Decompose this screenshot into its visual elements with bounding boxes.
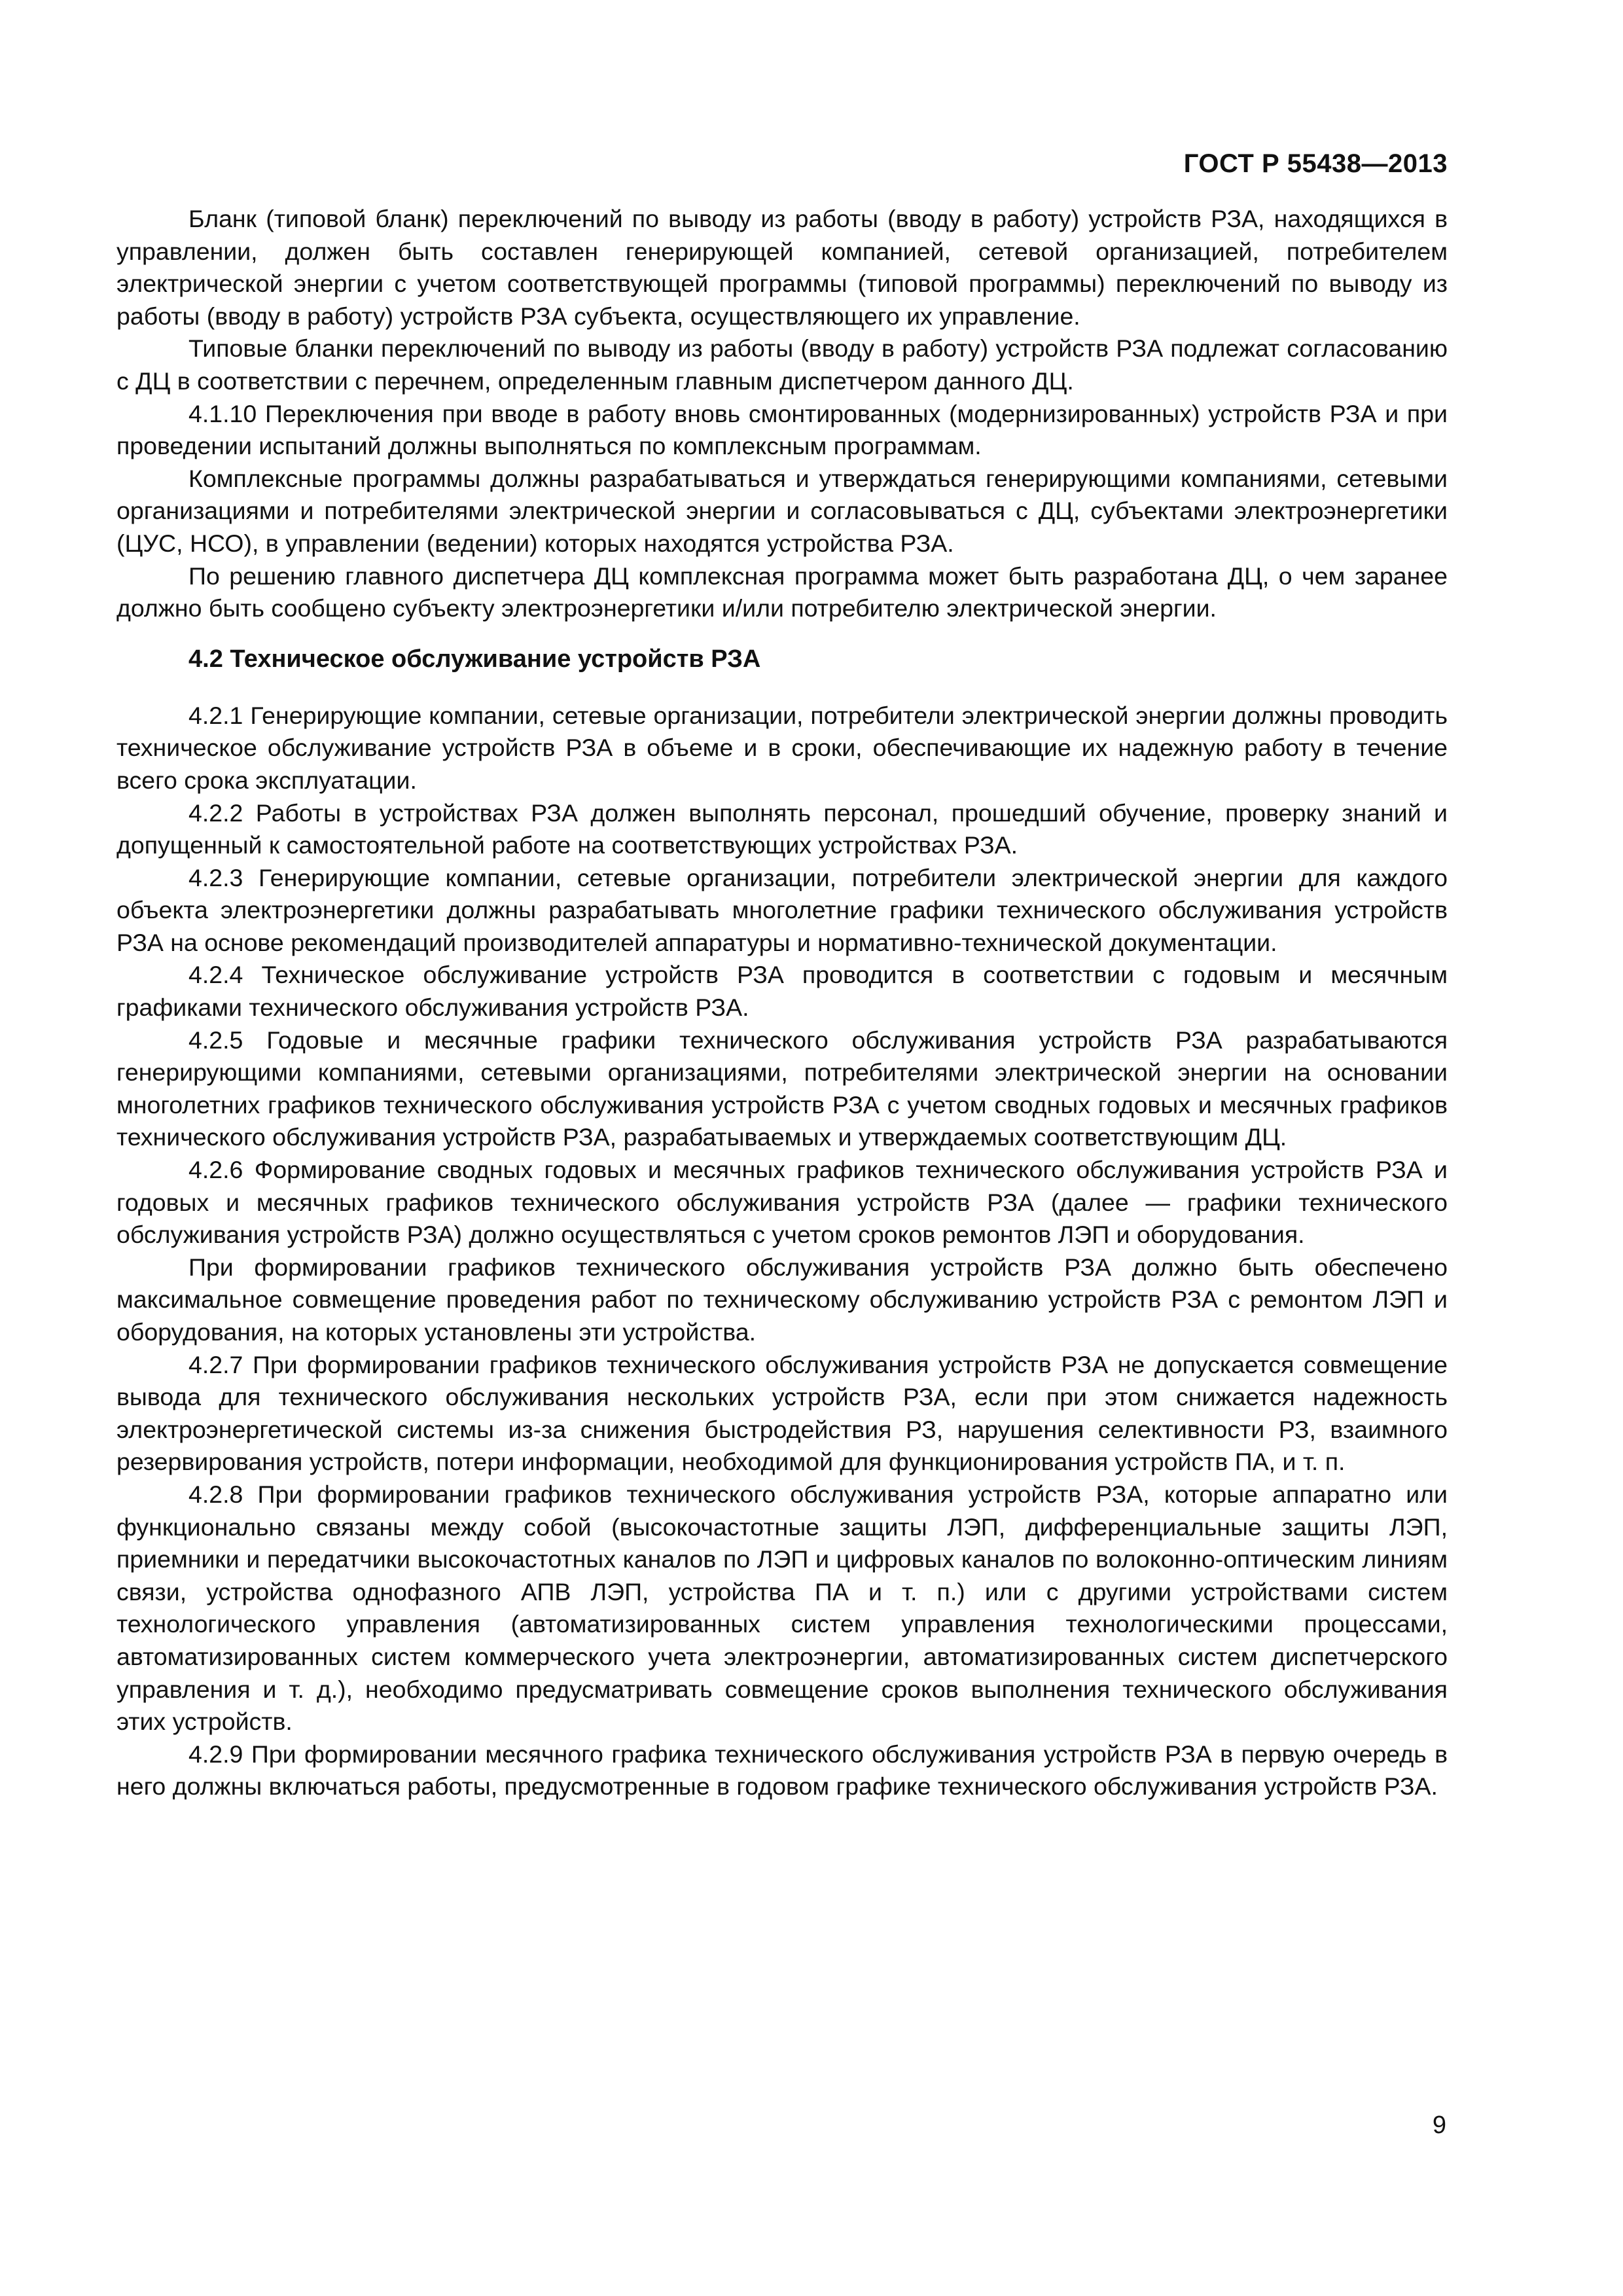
body-paragraph: Бланк (типовой бланк) переключений по выводу из работы (вводу в работу) устройств РЗА, находящихся в управлении, должен быть составлен генерирующей компанией, сетевой организацией, потребителем электрической энергии с учетом соответствующей программы (типовой программы) переключений по выводу из работы (вводу в работу) устройств РЗА субъекта, осуществляющего их управление. [116,205,1448,330]
page-body [116,203,1448,1803]
body-paragraph: 4.2.9 При формировании месячного графика технического обслуживания устройств РЗА в первую очередь в него должны включаться работы, предусмотренные в годовом графике технического обслуживания устройств РЗА. [116,1740,1448,1801]
section-heading: 4.2 Техническое обслуживание устройств РЗА [188,645,761,673]
body-paragraph: 4.2.4 Техническое обслуживание устройств РЗА проводится в соответствии с годовым и месячным графиками технического обслуживания устройств РЗА. [116,961,1448,1022]
body-paragraph: 4.2.2 Работы в устройствах РЗА должен выполнять персонал, прошедший обучение, проверку знаний и допущенный к самостоятельной работе на соответствующих устройствах РЗА. [116,798,1448,859]
body-paragraph: 4.2.6 Формирование сводных годовых и месячных графиков технического обслуживания устройств РЗА и годовых и месячных графиков технического обслуживания устройств РЗА (далее — графики технического обслуживания устройств РЗА) должно осуществляться с учетом сроков ремонтов ЛЭП и оборудования. [116,1156,1448,1249]
body-paragraph: 4.2.8 При формировании графиков технического обслуживания устройств РЗА, которые аппаратно или функционально связаны между собой (высокочастотные защиты ЛЭП, дифференциальные защиты ЛЭП, приемники и передатчики высокочастотных каналов по ЛЭП и цифровых каналов по волоконно-оптическим линиям связи, устройства однофазного АПВ ЛЭП, устройства ПА и т. п.) или с другими устройствами систем технологического управления (автоматизированных систем управления технологическими процессами, автоматизированных систем коммерческого учета электроэнергии, автоматизированных систем диспетчерского управления и т. д.), необходимо предусматривать совмещение сроков выполнения технического обслуживания этих устройств. [116,1480,1448,1736]
body-paragraph: Комплексные программы должны разрабатываться и утверждаться генерирующими компаниями, сетевыми организациями и потребителями электрической энергии и согласовываться с ДЦ, субъектами электроэнергетики (ЦУС, НСО), в управлении (ведении) которых находятся устройства РЗА. [116,464,1448,557]
body-paragraph: 4.2.7 При формировании графиков технического обслуживания устройств РЗА не допускается совмещение вывода для технического обслуживания нескольких устройств РЗА, если при этом снижается надежность электроэнергетической системы из-за снижения быстродействия РЗ, нарушения селективности РЗ, взаимного резервирования устройств, потери информации, необходимой для функционирования устройств ПА, и т. п. [116,1350,1448,1476]
standard-code-header: ГОСТ Р 55438—2013 [1183,149,1448,178]
body-paragraph: Типовые бланки переключений по выводу из работы (вводу в работу) устройств РЗА подлежат согласованию с ДЦ в соответствии с перечнем, определенным главным диспетчером данного ДЦ. [116,334,1448,395]
body-paragraph: 4.2.3 Генерирующие компании, сетевые организации, потребители электрической энергии для каждого объекта электроэнергетики должны разрабатывать многолетние графики технического обслуживания устройств РЗА на основе рекомендаций производителей аппаратуры и нормативно-технической документации. [116,863,1448,956]
body-paragraph: 4.2.5 Годовые и месячные графики технического обслуживания устройств РЗА разрабатываются генерирующими компаниями, сетевыми организациями, потребителями электрической энергии на основании многолетних графиков технического обслуживания устройств РЗА с учетом сводных годовых и месячных графиков технического обслуживания устройств РЗА, разрабатываемых и утверждаемых соответствующим ДЦ. [116,1026,1448,1151]
body-paragraph: 4.1.10 Переключения при вводе в работу вновь смонтированных (модернизированных) устройств РЗА и при проведении испытаний должны выполняться по комплексным программам. [116,399,1448,460]
body-paragraph: 4.2.1 Генерирующие компании, сетевые организации, потребители электрической энергии должны проводить техническое обслуживание устройств РЗА в объеме и в сроки, обеспечивающие их надежную работу в течение всего срока эксплуатации. [116,701,1448,794]
body-paragraph: При формировании графиков технического обслуживания устройств РЗА должно быть обеспечено максимальное совмещение проведения работ по техническому обслуживанию устройств РЗА с ремонтом ЛЭП и оборудования, на которых установлены эти устройства. [116,1253,1448,1346]
page-number: 9 [1432,2111,1446,2139]
body-paragraph: По решению главного диспетчера ДЦ комплексная программа может быть разработана ДЦ, о чем заранее должно быть сообщено субъекту электроэнергетики и/или потребителю электрической энергии. [116,562,1448,622]
